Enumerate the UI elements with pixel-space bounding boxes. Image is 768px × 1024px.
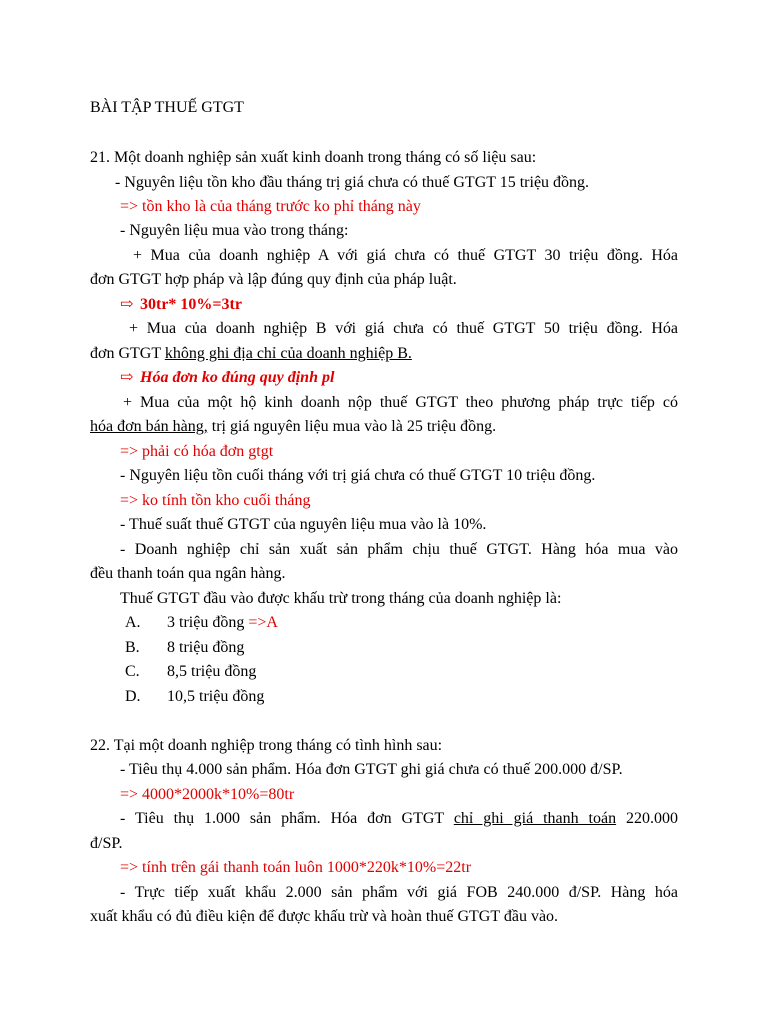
answer-note: =>A bbox=[248, 614, 278, 631]
q21-line-purchase-b-underlined: không ghi địa chỉ của doanh nghiệp B. bbox=[164, 345, 412, 362]
option-text: 10,5 triệu đồng bbox=[167, 688, 265, 705]
q21-option-c bbox=[125, 662, 713, 682]
q21-line-purchase-a-cont: đơn GTGT hợp pháp và lập đúng quy định của pháp luật. bbox=[90, 271, 457, 288]
document-title: BÀI TẬP THUẾ GTGT bbox=[90, 99, 244, 116]
q22-note-2: => tính trên gái thanh toán luôn 1000*220k*10%=22tr bbox=[120, 859, 472, 876]
option-text: 3 triệu đồng bbox=[167, 614, 249, 631]
question-22-stem: 22. Tại một doanh nghiệp trong tháng có tình hình sau: bbox=[90, 737, 443, 754]
q21-line-closing-stock: - Nguyên liệu tồn cuối tháng với trị giá chưa có thuế GTGT 10 triệu đồng. bbox=[120, 467, 596, 484]
q21-line-purchases: - Nguyên liệu mua vào trong tháng: bbox=[120, 222, 349, 239]
q22-line-sales-1000-cont: đ/SP. bbox=[90, 835, 123, 852]
q21-option-a bbox=[125, 613, 713, 633]
q21-line-purchase-b-prefix: đơn GTGT bbox=[90, 345, 165, 362]
q21-line-opening-stock: - Nguyên liệu tồn kho đầu tháng trị giá chưa có thuế GTGT 15 triệu đồng. bbox=[115, 174, 590, 191]
q21-line-household: + Mua của một hộ kinh doanh nộp thuế GTGT theo phương pháp trực tiếp có bbox=[123, 394, 678, 411]
q22-line-sales-1000-suffix: 220.000 bbox=[616, 810, 679, 827]
q21-line-enterprise-cont: đều thanh toán qua ngân hàng. bbox=[90, 565, 286, 582]
q21-line-purchase-b: + Mua của doanh nghiệp B với giá chưa có thuế GTGT 50 triệu đồng. Hóa bbox=[129, 320, 678, 337]
option-text: 8 triệu đồng bbox=[167, 639, 245, 656]
arrow-right-icon: ⇨ bbox=[120, 296, 134, 313]
arrow-right-icon: ⇨ bbox=[120, 369, 134, 386]
q21-question: Thuế GTGT đầu vào được khấu trừ trong tháng của doanh nghiệp là: bbox=[120, 590, 562, 607]
q21-option-d bbox=[125, 687, 713, 707]
q22-line-sales-4000: - Tiêu thụ 4.000 sản phẩm. Hóa đơn GTGT ghi giá chưa có thuế 200.000 đ/SP. bbox=[120, 761, 623, 778]
q21-note-5: => ko tính tồn kho cuối tháng bbox=[120, 492, 311, 509]
q22-note-1: => 4000*2000k*10%=80tr bbox=[120, 786, 295, 803]
q22-line-sales-1000 bbox=[120, 809, 678, 829]
q21-note-2 bbox=[120, 295, 708, 315]
option-letter: A. bbox=[125, 614, 141, 631]
q22-line-export: - Trực tiếp xuất khẩu 2.000 sản phẩm với giá FOB 240.000 đ/SP. Hàng hóa bbox=[120, 884, 678, 901]
q21-note-1: => tồn kho là của tháng trước ko phỉ tháng này bbox=[120, 198, 421, 215]
q21-line-household-underlined: hóa đơn bán hàng, bbox=[90, 418, 208, 435]
q21-line-tax-rate: - Thuế suất thuế GTGT của nguyên liệu mua vào là 10%. bbox=[120, 516, 487, 533]
q21-note-2-text: 30tr* 10%=3tr bbox=[140, 296, 242, 313]
q21-note-3-text: Hóa đơn ko đúng quy định pl bbox=[140, 369, 335, 386]
q22-line-sales-1000-underlined: chỉ ghi giá thanh toán bbox=[453, 810, 617, 827]
q22-line-sales-1000-prefix: - Tiêu thụ 1.000 sản phẩm. Hóa đơn GTGT bbox=[120, 810, 454, 827]
q21-option-b bbox=[125, 638, 713, 658]
q21-note-4: => phải có hóa đơn gtgt bbox=[120, 443, 274, 460]
q21-line-enterprise: - Doanh nghiệp chỉ sản xuất sản phẩm chịu thuế GTGT. Hàng hóa mua vào bbox=[120, 541, 678, 558]
q21-line-purchase-b-cont bbox=[90, 344, 678, 364]
q22-line-export-cont: xuất khẩu có đủ điều kiện để được khấu trừ và hoàn thuế GTGT đầu vào. bbox=[90, 908, 559, 925]
option-text: 8,5 triệu đồng bbox=[167, 663, 257, 680]
option-letter: C. bbox=[125, 663, 140, 680]
q21-line-purchase-a: + Mua của doanh nghiệp A với giá chưa có thuế GTGT 30 triệu đồng. Hóa bbox=[133, 247, 678, 264]
q21-note-3 bbox=[120, 368, 708, 388]
option-letter: B. bbox=[125, 639, 140, 656]
q21-line-household-suffix: trị giá nguyên liệu mua vào là 25 triệu đồng. bbox=[207, 418, 497, 435]
question-21-stem: 21. Một doanh nghiệp sản xuất kinh doanh trong tháng có số liệu sau: bbox=[90, 149, 537, 166]
q21-line-household-cont bbox=[90, 417, 678, 437]
option-letter: D. bbox=[125, 688, 141, 705]
